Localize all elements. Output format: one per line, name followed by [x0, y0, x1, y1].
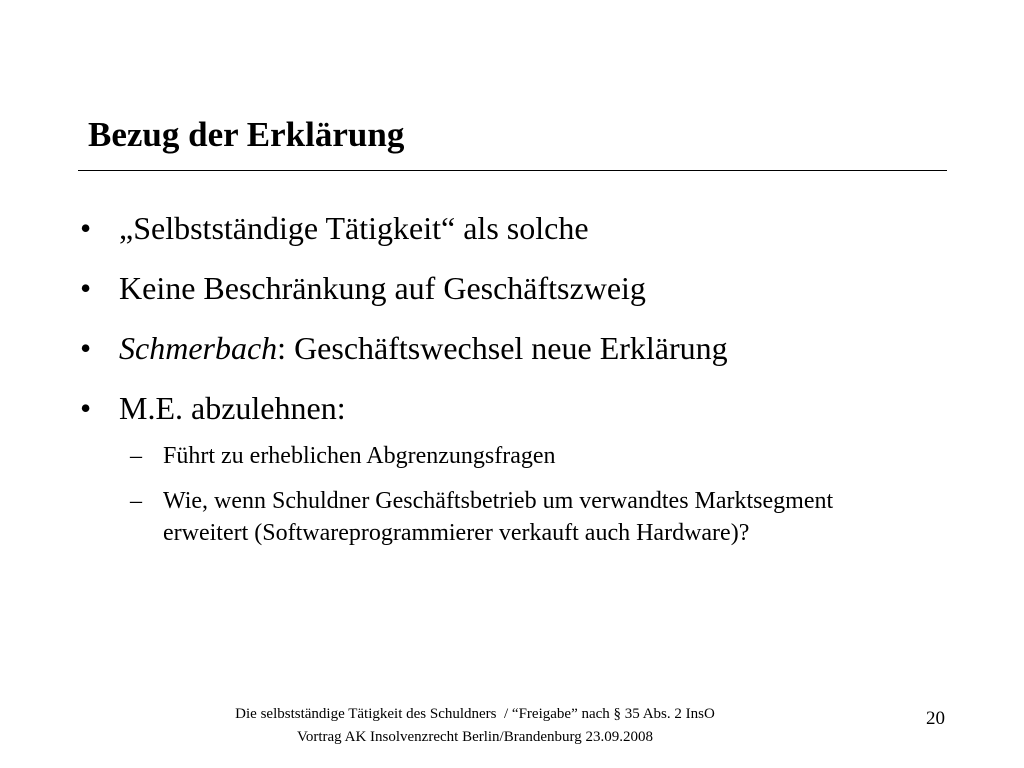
bullet-item — [80, 388, 960, 428]
bullet-marker: • — [80, 330, 92, 366]
bullet-text-italic: Schmerbach — [119, 330, 278, 366]
sub-bullet-marker: – — [130, 488, 142, 514]
bullet-text — [119, 328, 728, 368]
bullet-text: „Selbstständige Tätigkeit“ als solche — [119, 210, 589, 246]
page-number: 20 — [926, 708, 945, 729]
sub-bullet-item — [130, 440, 930, 472]
sub-bullet-marker: – — [130, 443, 142, 469]
bullet-marker: • — [80, 270, 92, 306]
bullet-item — [80, 328, 960, 368]
bullet-text: M.E. abzulehnen: — [119, 390, 346, 426]
bullet-marker: • — [80, 390, 92, 426]
footer-line-1: Die selbstständige Tätigkeit des Schuldners / “Freigabe” nach § 35 Abs. 2 InsO — [235, 706, 715, 722]
sub-bullet-text: Wie, wenn Schuldner Geschäftsbetrieb um verwandtes Marktsegment erweitert (Softwareprogrammierer verkauft auch Hardware)? — [163, 488, 834, 546]
bullet-marker: • — [80, 210, 92, 246]
slide-title: Bezug der Erklärung — [88, 115, 405, 154]
bullet-item — [80, 268, 960, 308]
sub-bullet-item — [130, 485, 930, 549]
sub-bullet-text: Führt zu erheblichen Abgrenzungsfragen — [163, 443, 556, 469]
footer-line-2: Vortrag AK Insolvenzrecht Berlin/Brandenburg 23.09.2008 — [296, 729, 654, 745]
bullet-item — [80, 208, 960, 248]
bullet-text: Keine Beschränkung auf Geschäftszweig — [119, 270, 646, 306]
bullet-text-rest: : Geschäftswechsel neue Erklärung — [277, 330, 728, 366]
slide-footer — [150, 703, 800, 749]
